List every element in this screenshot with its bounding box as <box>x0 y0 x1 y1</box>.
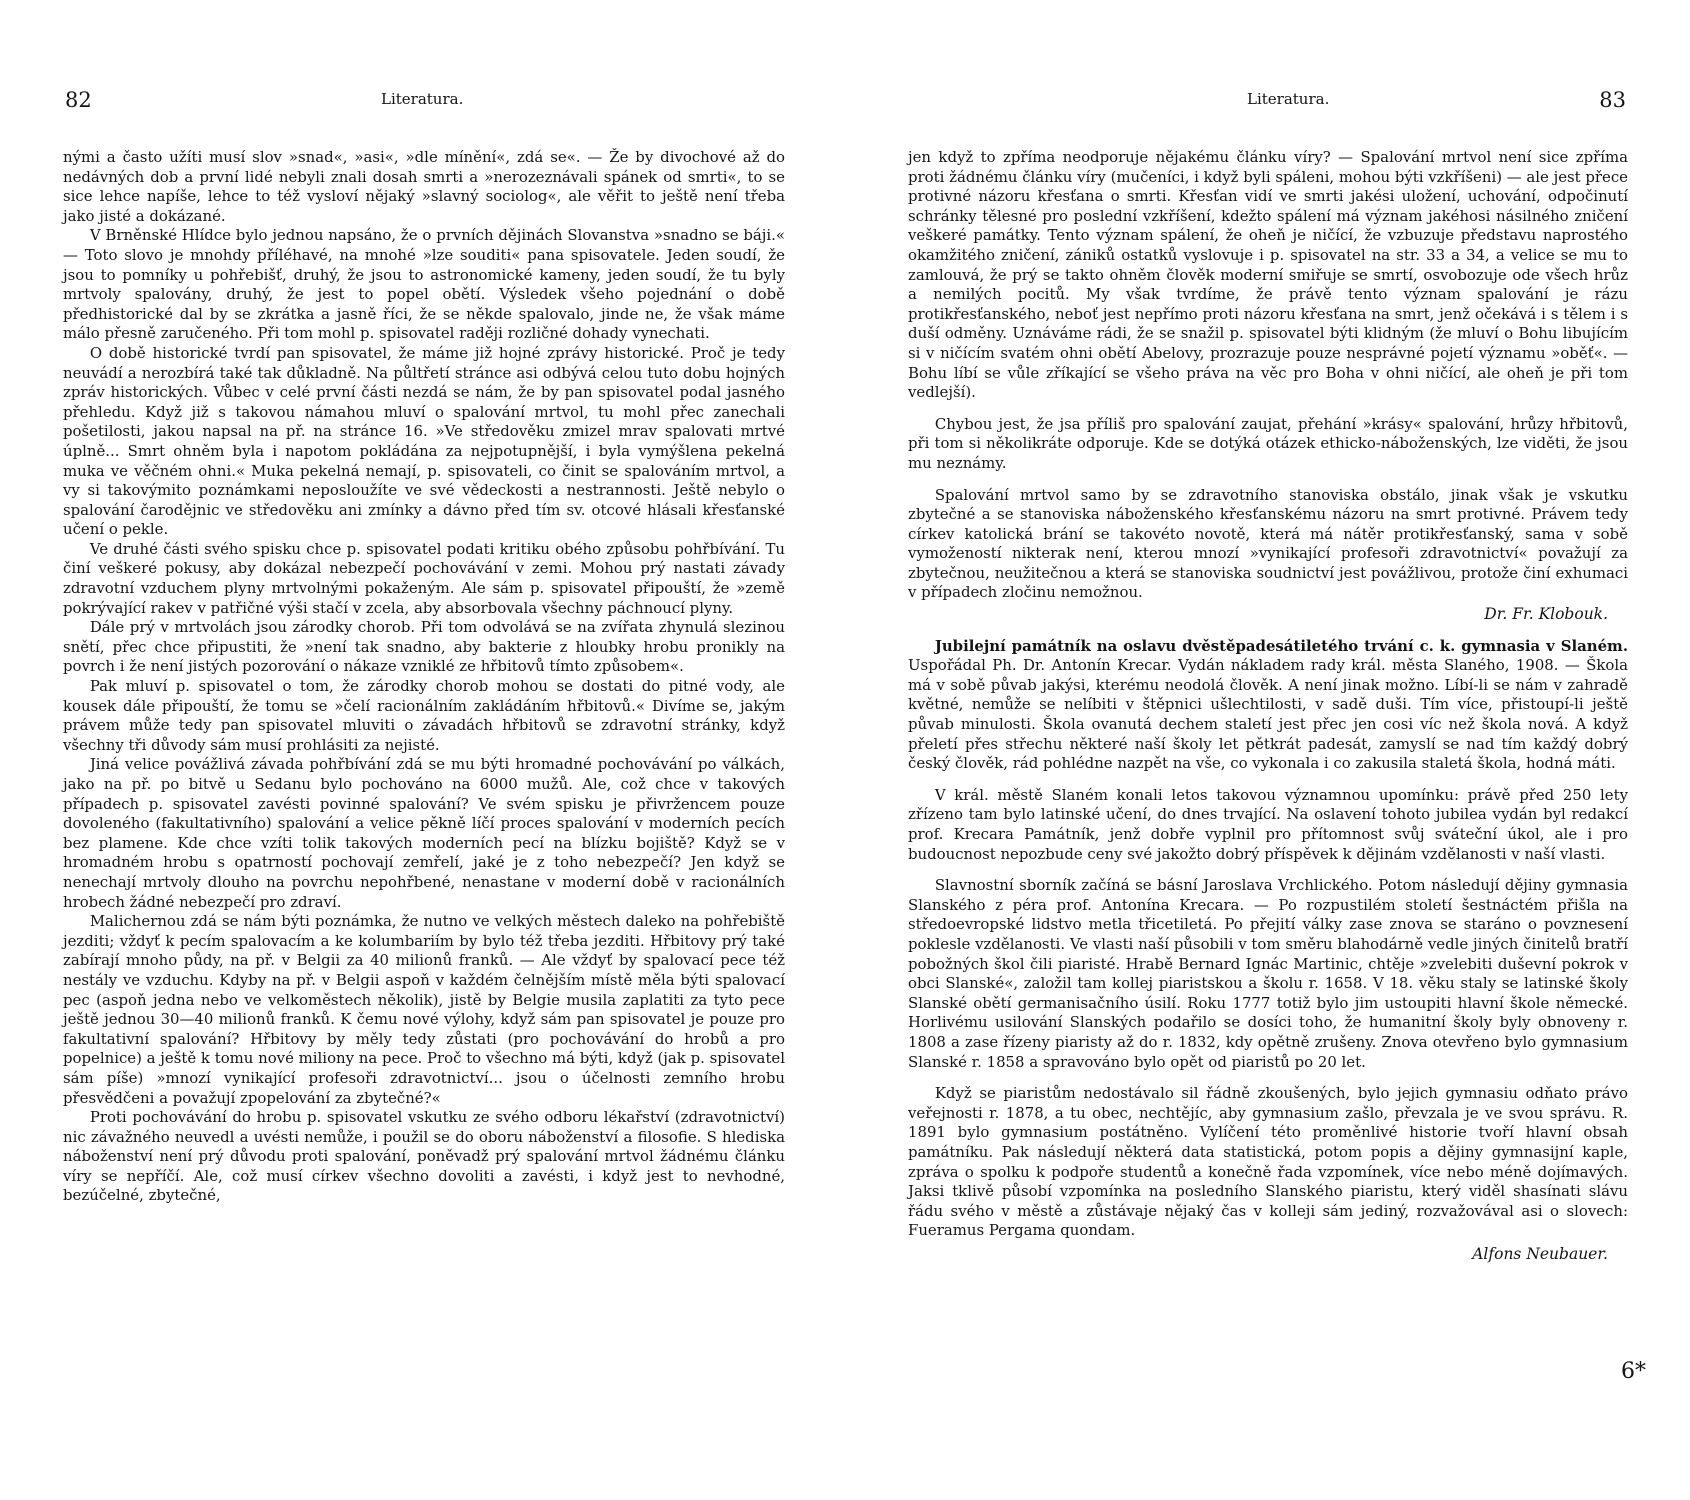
running-head-left <box>63 90 785 120</box>
page-number-right: 83 <box>1599 88 1626 112</box>
paragraph: jen když to zpříma neodporuje nějakému článku víry? — Spalování mrtvol není sice zpříma proti žádnému článku víry (mučeníci, i když byli spáleni, mohou býti vzkříšeni) — ale jest přece protivné názoru křesťana o smrti. Křesťan vidí ve smrti jakési uložení, uchování, odpočinutí schránky tělesné pro poslední vzkříšení, kdežto spálení má význam jakéhosi násilného zničení veškeré památky. Tento význam spálení, že oheň je ničící, že vzbuzuje představu naprostého okamžitého zničení, zániků ostatků vyslovuje i p. spisovatel na str. 33 a 34, a velice se mu to zamlouvá, že prý se takto ohněm člověk moderní smiřuje se smrtí, osvobozuje ode všech hrůz a nemilých pocitů. My však tvrdíme, že právě tento význam spalování je rázu protikřesťanského, neboť jest nepřímo proti názoru křesťana na smrt, jenž očekává i s tělem i s duší odměny. Uznáváme rádi, že se snažil p. spisovatel býti klidným (že mluví o Bohu libujícím si v ničícím svatém ohni obětí Abelovy, prozrazuje pouze nesprávné pojetí významu »oběť«. — Bohu líbí se vůle zříkající se všeho práva na věc pro Boha v ohni ničící, ale oheň je při tom vedlejší). <box>908 148 1628 402</box>
right-page-body <box>908 148 1628 1264</box>
paragraph: Spalování mrtvol samo by se zdravotního stanoviska obstálo, jinak však je vskutku zbytečné a se stanoviska náboženského křesťanskému názoru na smrt protivné. Právem tedy církev katolická brání se takovéto novotě, která má nátěr protikřesťanský, sama v sobě vymožeností nikterak není, kterou mnozí »vynikající profesoři zdravotnictví« považují za zbytečnou, neužitečnou a která se stanoviska soudnictví jest povážlivou, protože činí exhumaci v případech zločinu nemožnou. <box>908 485 1628 602</box>
review-paragraph <box>908 637 1628 774</box>
left-page-body <box>63 148 785 1206</box>
running-head-right <box>908 90 1628 120</box>
right-page <box>845 0 1690 1500</box>
paragraph: V král. městě Slaném konali letos takovou významnou upomínku: právě před 250 lety zřízeno tam bylo latinské učení, do dnes trvající. Na oslavení tohoto jubilea vydán byl redakcí prof. Krecara Památník, jenž dobře vyplnil pro přítomnost svůj sváteční úkol, ale i pro budoucnost nepozbude ceny své jakožto dobrý příspěvek k dějinám vzdělanosti v naší vlasti. <box>908 785 1628 863</box>
review-author-signature: Dr. Fr. Klobouk. <box>1484 605 1608 624</box>
paragraph: Chybou jest, že jsa příliš pro spalování zaujat, přehání »krásy« spalování, hrůzy hřbitovů, při tom si několikráte odporuje. Kde se dotýká otázek ethicko-náboženských, lze viděti, že jsou mu neznámy. <box>908 414 1628 472</box>
sheet-signature-mark: 6* <box>1621 1359 1646 1384</box>
paragraph: V Brněnské Hlídce bylo jednou napsáno, že o prvních dějinách Slovanstva »snadno se báji.« — Toto slovo je mnohdy příléhavé, na mnohé »lze souditi« pana spisovatele. Jeden soudí, že jsou to pomníky u pohřebišť, druhý, že jsou to astronomické kameny, jeden soudí, že tu byly mrtvoly spalovány, druhý, že jest to popel obětí. Výsledek všeho pojednání o době předhistorické dal by se zkrátka a jasně říci, že se někde spalovalo, jinde ne, že však máme málo přesně zaručeného. Při tom mohl p. spisovatel raději rozličné dohady vynechati. <box>63 226 785 343</box>
paragraph: nými a často užíti musí slov »snad«, »asi«, »dle mínění«, zdá se«. — Že by divochové až do nedávných dob a první lidé nebyli znali dosah smrti a »nerozeznávali spánek od smrti«, to se sice lehce napíše, lehce to též vysloví nějaký »slavný sociolog«, ale věřit to ještě není třeba jako jisté a dokázané. <box>63 148 785 225</box>
review-author-signature: Alfons Neubauer. <box>1472 1244 1608 1263</box>
running-title-right: Literatura. <box>1247 90 1330 108</box>
paragraph: O době historické tvrdí pan spisovatel, že máme již hojné zprávy historické. Proč je tedy neuvádí a nerozbírá také tak důkladně. Na půltřetí stránce asi odbývá celou tuto dobu hojných zpráv historických. Vůbec v celé první části nezdá se nám, že by pan spisovatel podal jasného přehledu. Když již s takovou námahou mluví o spalování mrtvol, tu mohl přec zanechali pošetilosti, jakou napsal na př. na stránce 16. »Ve středověku zmizel mrav spalovati mrtvé úplně... Smrt ohněm byla i napotom pokládána za nejpotupnější, i byla vymýšlena pekelná muka ve věčném ohni.« Muka pekelná nemají, p. spisovateli, co činit se spalováním mrtvol, a vy si takovýmito poznámkami neposloužíte ve své vědeckosti a nestrannosti. Ještě nebylo o spalování čarodějnic ve středověku ani zmínky a dávno před tím sv. otcové hlásali křesťanské učení o pekle. <box>63 343 785 539</box>
paragraph: Proti pochovávání do hrobu p. spisovatel vskutku ze svého odboru lékařství (zdravotnictví) nic závažného neuvedl a uvésti nemůže, i použil se do oboru náboženství a filosofie. S hlediska náboženství není prý důvodu proti spalování, poněvadž prý spalování mrtvol žádnému článku víry se nepříčí. Ale, což musí církev všechno dovoliti a zavésti, i když jest to nevhodné, bezúčelné, zbytečné, <box>63 1108 785 1205</box>
review-intro-text: Uspořádal Ph. Dr. Antonín Krecar. Vydán nákladem rady král. města Slaného, 1908. — Škola má v sobě půvab jakýsi, kterému neodolá člověk. A není jinak možno. Líbí-li se nám v zahradě květné, nemůže se nelíbiti v štěpnici ušlechtilosti, v sadě duši. Tím více, přistoupí-li ještě půvab minulosti. Škola ovanutá dechem staletí jest přec jen cosi víc než škola nová. A když přeletí přes střechu některé naší školy let pětkrát padesát, zamyslí se nad tím každý dobrý český člověk, rád pohlédne nazpět na vše, co vykonala i co zakusila staletá škola, hodná máti. <box>908 656 1628 773</box>
paragraph: Jiná velice povážlivá závada pohřbívání zdá se mu býti hromadné pochovávání po válkách, jako na př. po bitvě u Sedanu bylo pochováno na 6000 mužů. Ale, což chce v takových případech p. spisovatel zavésti povinné spalování? Ve svém spisku je přivržencem pouze dovoleného (fakultativního) spalování a velice pěkně líčí proces spalování v moderních pecích bez plamene. Kde chce vzíti tolik takových moderních pecí na blízku bojiště? Když se v hromadném hrobu s opatrností pochovají zemřelí, jaké je z toho nebezpečí? Jen když se nenechají mrtvoly dlouho na povrchu nepohřbené, nenastane v moderní době v racionálních hrobech žádné nebezpečí pro zdraví. <box>63 755 785 911</box>
paragraph: Ve druhé části svého spisku chce p. spisovatel podati kritiku obého způsobu pohřbívání. Tu činí veškeré pokusy, aby dokázal nebezpečí pochovávání v zemi. Mohou prý nastati závady zdravotní vzduchem plyny mrtvolnými pokaženým. Ale sám p. spisovatel připouští, že »země pokrývající rakev v patřičné výši stačí v zcela, aby absorbovala všechny páchnoucí plyny. <box>63 539 785 617</box>
paragraph: Pak mluví p. spisovatel o tom, že zárodky chorob mohou se dostati do pitné vody, ale kousek dále připouští, že tomu se »čelí racionálním zakládáním hřbitovů.« Divíme se, jakým právem může tedy pan spisovatel mluviti o závadách hřbitovů se zdravotní stránky, když všechny tři důvody sám musí prohlásiti za nejisté. <box>63 677 785 754</box>
review-book-title: Jubilejní památník na oslavu dvěstěpadesátiletého trvání c. k. gymnasia v Slaném. <box>934 636 1628 655</box>
paragraph: Když se piaristům nedostávalo sil řádně zkoušených, bylo jejich gymnasiu odňato právo veřejnosti r. 1878, a tu obec, nechtějíc, aby gymnasium zašlo, převzala je ve svou správu. R. 1891 bylo gymnasium postátněno. Vylíčení této proměnlivé historie tvoří hlavní obsah památníku. Pak následují některá data statistická, potom popis a dějiny gymnasijní kaple, zpráva o spolku k podpoře studentů a konečně řada vzpomínek, více nebo méně dojímavých. Jaksi tklivě působí vzpomínka na posledního Slanského piaristu, který viděl shasínati slávu řádu svého v městě a zůstávaje nějaký čas v kolleji sám jediný, rozvažovával asi o slovech: Fueramus Pergama quondam. <box>908 1084 1628 1240</box>
page-number-left: 82 <box>65 88 92 112</box>
paragraph: Malichernou zdá se nám býti poznámka, že nutno ve velkých městech daleko na pohřebiště jezditi; vždyť k pecím spalovacím a ke kolumbariím by bylo též třeba jezditi. Hřbitovy prý také zabírají mnoho půdy, na př. v Belgii za 40 milionů franků. — Ale vždyť by spalovací pece též nestály ve vzduchu. Kdyby na př. v Belgii aspoň v každém čelnějším místě měla býti spalovací pec (aspoň jedna nebo ve velkoměstech několik), jistě by Belgie musila zaplatiti za tyto pece ještě jednou 30—40 milionů franků. K čemu nové výlohy, když sám pan spisovatel je pouze pro fakultativní spalování? Hřbitovy by měly tedy zůstati (pro pochovávání do hrobů a pro popelnice) a ještě k tomu nové miliony na pece. Proč to všechno má býti, když (jak p. spisovatel sám píše) »mnozí vynikající profesoři zdravotnictví... jsou o účelnosti zemního hrobu přesvědčeni a považují zpopelování za zbytečné?« <box>63 912 785 1107</box>
paragraph: Dále prý v mrtvolách jsou zárodky chorob. Při tom odvolává se na zvířata zhynulá slezinou snětí, přec chce připustiti, že »není tak snadno, aby bakterie z hloubky hrobu pronikly na povrch i že není jistých pozorování o nákaze vzniklé ze hřbitovů tímto způsobem«. <box>63 618 785 676</box>
paragraph: Slavnostní sborník začíná se básní Jaroslava Vrchlického. Potom následují dějiny gymnasia Slanského z péra prof. Antonína Krecara. — Po rozpustilém století šestnáctém přišla na středoevropské lidstvo metla třicetiletá. Po přejití války zase znova se staráno o povznesení poklesle vzdělanosti. Ve vlasti naší působili v tom směru blahodárně vedle jiných činitelů bratří pobožných škol čili piaristé. Hrabě Bernard Ignác Martinic, chtěje »zvelebiti duševní pokrok v obci Slanské«, založil tam kollej piaristskou a školu r. 1658. V 18. věku staly se latinské školy Slanské obětí germanisačního úsilí. Roku 1777 totiž bylo jim ustoupiti hlavní škole německé. Horlivému usilování Slanských podařilo se dosíci toho, že humanitní školy byly obnoveny r. 1808 a zase řízeny piaristy až do r. 1832, kdy opětně zrušeny. Znova otevřeno bylo gymnasium Slanské r. 1858 a spravováno bylo opět od piaristů po 20 let. <box>908 876 1628 1071</box>
running-title-left: Literatura. <box>381 90 464 108</box>
